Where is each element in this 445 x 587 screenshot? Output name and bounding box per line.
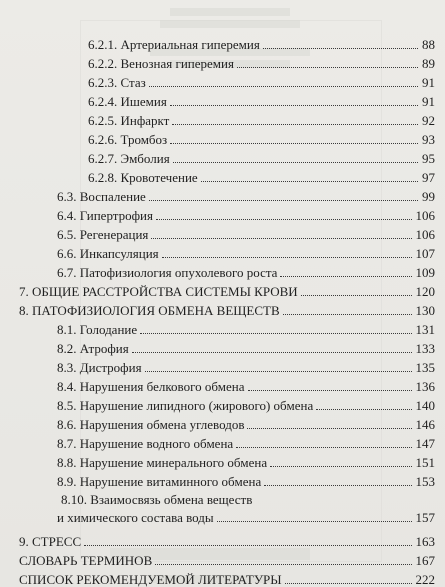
- toc-entry-label: СПИСОК РЕКОМЕНДУЕМОЙ ЛИТЕРАТУРЫ: [19, 572, 282, 587]
- dot-leader: [162, 257, 412, 258]
- toc-entry[interactable]: [57, 242, 435, 262]
- bleed-through-line: [170, 8, 290, 16]
- toc-entry-label: 6.7. Патофизиология опухолевого роста: [57, 265, 278, 280]
- dot-leader: [201, 181, 418, 182]
- dot-leader: [145, 371, 412, 372]
- toc-entry-label: 9. СТРЕСС: [19, 534, 82, 549]
- toc-entry[interactable]: [88, 52, 435, 72]
- toc-entry-label: 6.5. Регенерация: [57, 227, 149, 242]
- dot-leader: [170, 143, 418, 144]
- toc-entry[interactable]: [57, 451, 435, 471]
- toc-entry-label-line2: и химического состава воды: [57, 510, 214, 525]
- toc-entry-page: 167: [415, 553, 435, 568]
- toc-entry-label: 6.2.3. Стаз: [88, 75, 146, 90]
- toc-entry-page: 157: [415, 510, 435, 525]
- toc-entry[interactable]: [88, 71, 435, 91]
- toc-entry[interactable]: [88, 33, 435, 53]
- toc-entry-page: 95: [422, 151, 435, 166]
- toc-entry-multiline[interactable]: [57, 492, 435, 526]
- toc-entry-page: 133: [415, 341, 435, 356]
- toc-entry[interactable]: [88, 128, 435, 148]
- dot-leader: [283, 314, 412, 315]
- toc-entry-page: 92: [422, 113, 435, 128]
- toc-entry[interactable]: [88, 109, 435, 129]
- toc-entry-page: 130: [415, 303, 435, 318]
- dot-leader: [132, 352, 412, 353]
- toc-entry-page: 163: [415, 534, 435, 549]
- toc-entry-page: 91: [422, 94, 435, 109]
- toc-chapter[interactable]: [19, 530, 435, 550]
- toc-entry-page: 136: [415, 379, 435, 394]
- toc-entry[interactable]: [88, 166, 435, 186]
- toc-entry[interactable]: [57, 261, 435, 281]
- dot-leader: [155, 564, 411, 565]
- toc-entry-page: 135: [415, 360, 435, 375]
- toc-entry-page: 91: [422, 75, 435, 90]
- toc-entry-label: 6.6. Инкапсуляция: [57, 246, 159, 261]
- dot-leader: [151, 238, 411, 239]
- toc-entry[interactable]: [57, 470, 435, 490]
- toc-entry-label: 6.4. Гипертрофия: [57, 208, 153, 223]
- dot-leader: [247, 428, 411, 429]
- toc-entry-page: 106: [415, 208, 435, 223]
- toc-entry-label: 6.2.1. Артериальная гиперемия: [88, 37, 260, 52]
- dot-leader: [237, 67, 418, 68]
- dot-leader: [170, 105, 418, 106]
- toc-entry[interactable]: [88, 90, 435, 110]
- toc-entry[interactable]: [57, 413, 435, 433]
- toc-entry-page: 89: [422, 56, 435, 71]
- toc-entry-page: 99: [422, 189, 435, 204]
- toc-entry-page: 140: [415, 398, 435, 413]
- toc-entry-label: 6.2.4. Ишемия: [88, 94, 167, 109]
- toc-entry[interactable]: [57, 223, 435, 243]
- toc-entry[interactable]: [57, 432, 435, 452]
- toc-entry-page: 93: [422, 132, 435, 147]
- toc-entry-page: 88: [422, 37, 435, 52]
- toc-entry-label: 8.7. Нарушение водного обмена: [57, 436, 234, 451]
- toc-entry-label: 6.2.6. Тромбоз: [88, 132, 168, 147]
- dot-leader: [248, 390, 412, 391]
- toc-entry-label: 6.2.2. Венозная гиперемия: [88, 56, 234, 71]
- dot-leader: [285, 583, 412, 584]
- dot-leader: [316, 409, 411, 410]
- toc-entry[interactable]: [57, 356, 435, 376]
- toc-chapter[interactable]: [19, 549, 435, 569]
- toc-entry-label: 8.4. Нарушения белкового обмена: [57, 379, 245, 394]
- toc-entry-label: 6.2.5. Инфаркт: [88, 113, 170, 128]
- toc-entry[interactable]: [57, 375, 435, 395]
- toc-entry-page: 120: [415, 284, 435, 299]
- dot-leader: [84, 545, 411, 546]
- bleed-through-line: [160, 20, 300, 28]
- dot-leader: [217, 521, 412, 522]
- toc-entry-page: 153: [415, 474, 435, 489]
- toc-entry-label: 6.3. Воспаление: [57, 189, 146, 204]
- toc-entry-label: 8.1. Голодание: [57, 322, 138, 337]
- toc-entry-page: 222: [415, 572, 435, 587]
- toc-entry-label: 6.2.8. Кровотечение: [88, 170, 198, 185]
- toc-entry[interactable]: [57, 394, 435, 414]
- toc-entry-label: 8.5. Нарушение липидного (жирового) обмена: [57, 398, 314, 413]
- toc-entry[interactable]: [57, 185, 435, 205]
- toc-chapter[interactable]: [19, 568, 435, 587]
- dot-leader: [301, 295, 412, 296]
- toc-entry-label: 8.6. Нарушения обмена углеводов: [57, 417, 245, 432]
- toc-entry-label: 7. ОБЩИЕ РАССТРОЙСТВА СИСТЕМЫ КРОВИ: [19, 284, 298, 299]
- toc-entry-label: 8.2. Атрофия: [57, 341, 129, 356]
- dot-leader: [173, 162, 418, 163]
- toc-entry-page: 146: [415, 417, 435, 432]
- toc-chapter[interactable]: [19, 280, 435, 300]
- dot-leader: [156, 219, 412, 220]
- toc-entry-label: 8.8. Нарушение минерального обмена: [57, 455, 268, 470]
- dot-leader: [149, 200, 418, 201]
- toc-entry-label: 8.3. Дистрофия: [57, 360, 142, 375]
- dot-leader: [172, 124, 418, 125]
- dot-leader: [270, 466, 411, 467]
- toc-chapter[interactable]: [19, 299, 435, 319]
- dot-leader: [264, 485, 411, 486]
- toc-entry-page: 131: [415, 322, 435, 337]
- toc-entry[interactable]: [57, 204, 435, 224]
- dot-leader: [263, 48, 418, 49]
- toc-entry-label-line1: 8.10. Взаимосвязь обмена веществ: [61, 492, 253, 507]
- dot-leader: [236, 447, 411, 448]
- toc-entry-page: 97: [422, 170, 435, 185]
- toc-entry[interactable]: [88, 147, 435, 167]
- dot-leader: [280, 276, 411, 277]
- toc-entry-label: 6.2.7. Эмболия: [88, 151, 170, 166]
- toc-entry-label: 8. ПАТОФИЗИОЛОГИЯ ОБМЕНА ВЕЩЕСТВ: [19, 303, 280, 318]
- toc-entry[interactable]: [57, 318, 435, 338]
- dot-leader: [149, 86, 418, 87]
- toc-entry-line2: [57, 508, 435, 526]
- toc-entry-page: 151: [415, 455, 435, 470]
- toc-entry-page: 147: [415, 436, 435, 451]
- dot-leader: [140, 333, 411, 334]
- toc-entry-page: 107: [415, 246, 435, 261]
- toc-entry-page: 106: [415, 227, 435, 242]
- toc-entry-label: СЛОВАРЬ ТЕРМИНОВ: [19, 553, 153, 568]
- toc-entry-page: 109: [415, 265, 435, 280]
- toc-entry[interactable]: [57, 337, 435, 357]
- toc-entry-label: 8.9. Нарушение витаминного обмена: [57, 474, 262, 489]
